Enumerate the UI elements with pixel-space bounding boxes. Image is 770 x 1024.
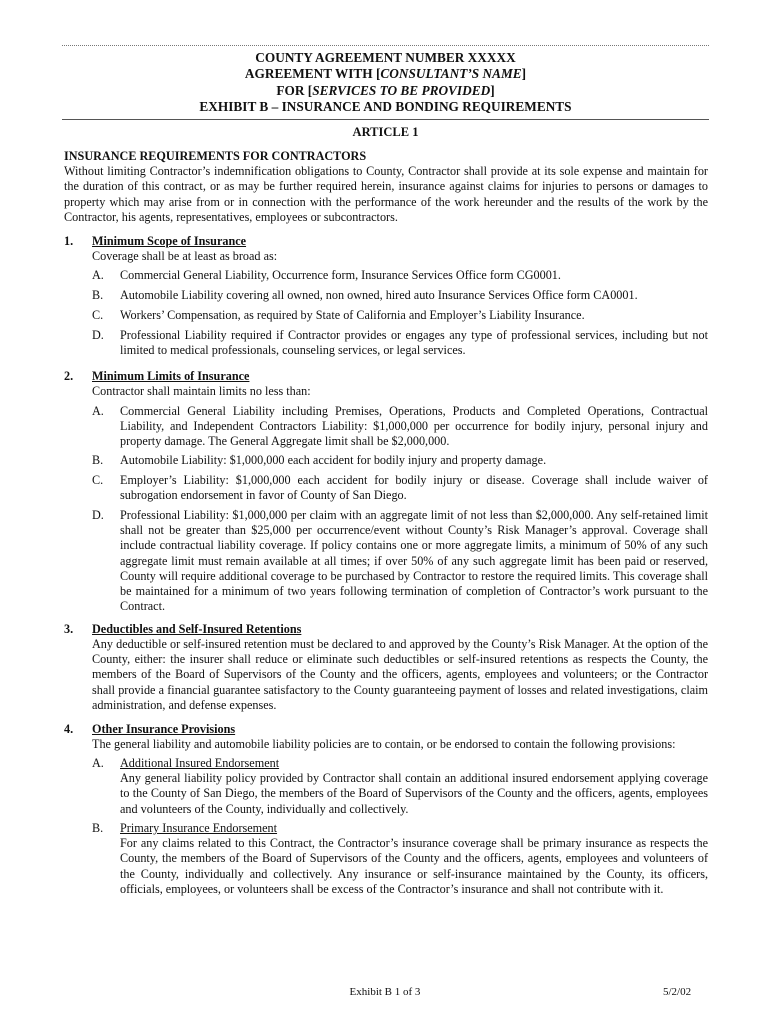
- item-letter: A.: [92, 268, 104, 282]
- item-text: Commercial General Liability, Occurrence form, Insurance Services Office form CG0001.: [120, 268, 561, 282]
- header-divider: [62, 119, 709, 120]
- section-title: Deductibles and Self-Insured Retentions: [92, 622, 302, 636]
- item-letter: B.: [92, 288, 104, 302]
- page-number: Exhibit B 1 of 3: [349, 986, 421, 998]
- top-divider: [62, 45, 709, 46]
- item-text: Employer’s Liability: $1,000,000 each accident for bodily injury or disease. Coverage shall include waiver of subrogation endorsement in favor of County of San Diego.: [120, 473, 708, 503]
- item-letter: D.: [92, 508, 104, 522]
- item-text: Automobile Liability: $1,000,000 each accident for bodily injury and property damage.: [120, 453, 547, 467]
- item-letter: A.: [92, 404, 104, 418]
- section-intro: Any deductible or self-insured retention must be declared to and approved by the County’s Risk Manager. At the option of the County, either: the insurer shall reduce or eliminate such deductibles or self-insured retentions as respects the County, the members of the Board of Supervisors of the County and the officers, agents, employees and volunteers; or the Contractor shall provide a financial guarantee satisfactory to the County guaranteeing payment of losses and related investigations, claim administration, and defense expenses.: [92, 637, 708, 712]
- item-text: Commercial General Liability including Premises, Operations, Products and Completed Operations, Contractual Liability, and Independent Contractors Liability: $1,000,000 per occurrence for bodily injury, personal injury and property damage. The General Aggregate limit shall be $2,000,000.: [120, 404, 708, 449]
- section-intro: The general liability and automobile liability policies are to contain, or be endorsed to contain the following provisions:: [92, 737, 676, 751]
- consultant-name-placeholder: CONSULTANT’S NAME: [380, 66, 522, 82]
- section-number: 1.: [64, 234, 74, 248]
- intro-heading: INSURANCE REQUIREMENTS FOR CONTRACTORS: [64, 149, 367, 163]
- item-text: Automobile Liability covering all owned, non owned, hired auto Insurance Services Office form CA0001.: [120, 288, 638, 302]
- item-letter: D.: [92, 328, 104, 342]
- item-subtitle: Additional Insured Endorsement: [120, 756, 280, 770]
- agreement-number: COUNTY AGREEMENT NUMBER XXXXX: [255, 50, 516, 65]
- section-title: Minimum Scope of Insurance: [92, 234, 247, 248]
- section-number: 4.: [64, 722, 74, 736]
- item-text-block: [120, 756, 708, 817]
- section-intro: Contractor shall maintain limits no less than:: [92, 384, 311, 398]
- section-title: Minimum Limits of Insurance: [92, 369, 250, 383]
- item-text: For any claims related to this Contract, the Contractor’s insurance coverage shall be primary insurance as respects the County, the members of the Board of Supervisors of the County and the officers, agents, employees and volunteers of the County, individually and collectively. Any insurance or self-insurance maintained by the County, its officers, officials, employees, or volunteers shall be excess of the Contractor’s insurance and shall not contribute with it.: [120, 836, 708, 896]
- section-number: 3.: [64, 622, 74, 636]
- exhibit-title: EXHIBIT B – INSURANCE AND BONDING REQUIREMENTS: [199, 98, 572, 114]
- item-letter: C.: [92, 308, 104, 322]
- item-letter: B.: [92, 821, 104, 835]
- item-letter: C.: [92, 473, 104, 487]
- document-header: [62, 50, 709, 115]
- agreement-with-line: AGREEMENT WITH [CONSULTANT’S NAME]: [244, 66, 527, 82]
- intro-text: Without limiting Contractor’s indemnification obligations to County, Contractor shall provide at its sole expense and maintain for the duration of this contract, or as may be further required herein, insurance against claims for injuries to persons or damages to property which may arise from or in connection with the performance of the work hereunder and the results of the work by the Contractor, his agents, representatives, employees or subcontractors.: [64, 164, 708, 224]
- item-letter: A.: [92, 756, 104, 770]
- item-subtitle: Primary Insurance Endorsement: [120, 821, 278, 835]
- section-title: Other Insurance Provisions: [92, 722, 236, 736]
- item-text: Professional Liability required if Contractor provides or engages any type of professional services, including but not limited to medical professionals, counseling services, or legal services.: [120, 328, 708, 358]
- item-text: Workers’ Compensation, as required by State of California and Employer’s Liability Insurance.: [120, 308, 585, 322]
- article-heading: ARTICLE 1: [352, 125, 419, 139]
- item-text: Professional Liability: $1,000,000 per claim with an aggregate limit of not less than $2,000,000. Any self-retained limit shall not be greater than $25,000 per occurrence/event without County’s Risk Manager’s approval. Coverage shall include contractual liability coverage. If policy contains one or more aggregate limits, a minimum of 50% of any such aggregate limit must remain available at all times; if over 50% of any such aggregate limit has been paid or reserved, County will require additional coverage to be purchased by Contractor to restore the required limits. This coverage shall be maintained for a minimum of two years following termination of completion of Contractor’s work pursuant to the Contract.: [120, 508, 708, 614]
- item-letter: B.: [92, 453, 104, 467]
- section-intro: Coverage shall be at least as broad as:: [92, 249, 278, 263]
- services-line: FOR [SERVICES TO BE PROVIDED]: [276, 82, 495, 98]
- item-text: Any general liability policy provided by Contractor shall contain an additional insured endorsement applying coverage to the County of San Diego, the members of the Board of Supervisors of the County and the officers, agents, employees and volunteers of the County, individually and collectively.: [120, 771, 708, 816]
- services-placeholder: SERVICES TO BE PROVIDED: [312, 82, 491, 98]
- document-date: 5/2/02: [663, 986, 692, 998]
- section-number: 2.: [64, 369, 74, 383]
- intro-block: [64, 149, 708, 225]
- item-text-block: [120, 821, 708, 897]
